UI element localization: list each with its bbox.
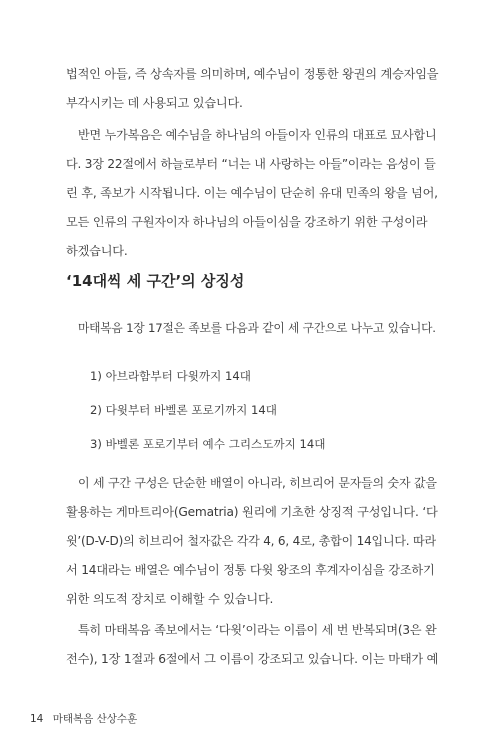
text-line: 이 세 구간 구성은 단순한 배열이 아니라, 히브리어 문자들의 숫자 값을 [78, 476, 437, 490]
text-line: 마태복음 1장 17절은 족보를 다음과 같이 세 구간으로 나누고 있습니다. [78, 321, 436, 335]
paragraph-2 [66, 121, 438, 266]
section-heading: ‘14대씩 세 구간’의 상징성 [66, 272, 245, 290]
list-item: 1) 아브라함부터 다윗까지 14대 [90, 369, 251, 383]
text-line: 특히 마태복음 족보에서는 ‘다윗’이라는 이름이 세 번 반복되며(3은 완 [78, 623, 437, 637]
text-line: 다. 3장 22절에서 하늘로부터 “너는 내 사랑하는 아들”이라는 음성이 들 [66, 157, 436, 171]
text-line: 모든 인류의 구원자이자 하나님의 아들이심을 강조하기 위한 구성이라 [66, 215, 428, 229]
text-line: 활용하는 게마트리아(Gematria) 원리에 기초한 상징적 구성입니다. ‘다 [66, 505, 438, 519]
text-line: 서 14대라는 배열은 예수님이 정통 다윗 왕조의 후계자이심을 강조하기 [66, 563, 435, 577]
list-item: 3) 바벨론 포로기부터 예수 그리스도까지 14대 [90, 437, 326, 451]
running-title: 마태복음 산상수훈 [52, 713, 138, 725]
paragraph-4 [66, 469, 438, 614]
text-line: 반면 누가복음은 예수님을 하나님의 아들이자 인류의 대표로 묘사합니 [78, 128, 437, 142]
text-line: 법적인 아들, 즉 상속자를 의미하며, 예수님이 정통한 왕권의 계승자임을 [66, 67, 439, 81]
text-line: 부각시키는 데 사용되고 있습니다. [66, 96, 243, 110]
text-line: 윗’(D-V-D)의 히브리어 철자값은 각각 4, 6, 4로, 총합이 14입니다. 따라 [66, 534, 436, 548]
text-line: 위한 의도적 장치로 이해할 수 있습니다. [66, 592, 274, 606]
paragraph-1 [66, 60, 438, 118]
page-number: 14 [30, 713, 44, 725]
page-footer [30, 711, 137, 726]
text-line: 린 후, 족보가 시작됩니다. 이는 예수님이 단순히 유대 민족의 왕을 넘어, [66, 186, 438, 200]
list-item: 2) 다윗부터 바벨론 포로기까지 14대 [90, 403, 277, 417]
paragraph-5 [66, 616, 438, 674]
paragraph-3 [66, 314, 438, 343]
text-line: 하겠습니다. [66, 244, 128, 258]
text-line: 전수), 1장 1절과 6절에서 그 이름이 강조되고 있습니다. 이는 마태가 예 [66, 652, 439, 666]
